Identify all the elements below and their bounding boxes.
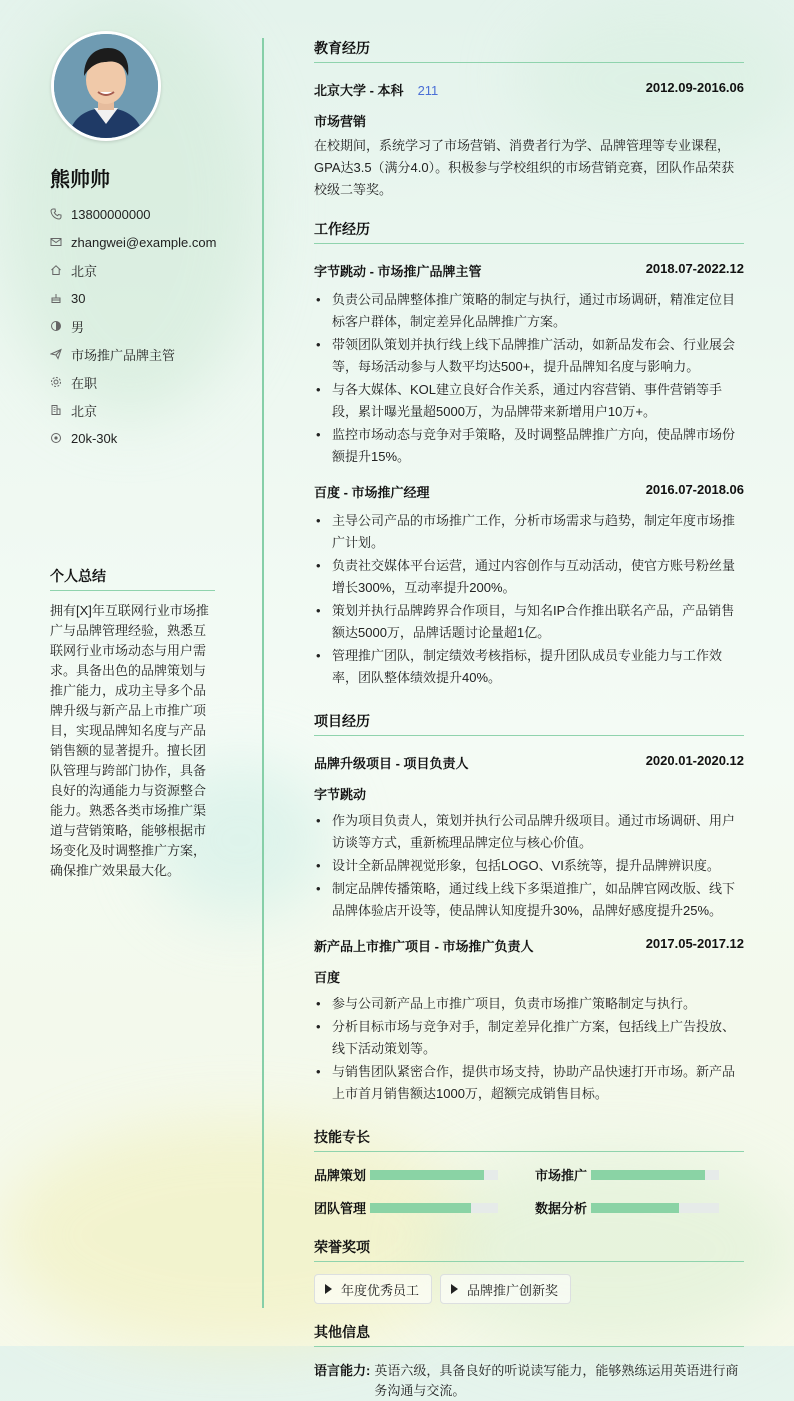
status-value: 在职 [71, 375, 98, 391]
play-icon [451, 1284, 458, 1294]
award-label: 品牌推广创新奖 [467, 1282, 559, 1298]
work-duty: • 带领团队策划并执行线上线下品牌推广活动，如新品发布会、行业展会等，每场活动参与人数平均达500+，提升品牌知名度与影响力。 [314, 334, 744, 378]
work-item [314, 482, 744, 689]
work-item [314, 261, 744, 468]
award-tag [440, 1274, 571, 1304]
other-section [314, 1322, 744, 1401]
project-org: 百度 [314, 970, 341, 985]
skill-bar-fill [591, 1170, 705, 1180]
avatar-portrait-icon [54, 34, 158, 138]
coin-icon [50, 432, 62, 444]
home-icon [50, 264, 62, 276]
right-column [314, 38, 744, 1401]
email-value: zhangwei@example.com [71, 234, 217, 250]
education-desc: 在校期间，系统学习了市场营销、消费者行为学、品牌管理等专业课程，GPA达3.5（满分4.0）。积极参与学校组织的市场营销竞赛，团队作品荣获校级二等奖。 [314, 138, 735, 197]
target-city-value: 北京 [71, 403, 98, 419]
awards-list [314, 1274, 744, 1304]
skill-item [314, 1165, 535, 1184]
project-duty: • 设计全新品牌视觉形象，包括LOGO、VI系统等，提升品牌辨识度。 [314, 855, 744, 877]
project-name-role: 新产品上市推广项目 - 市场推广负责人 [314, 939, 534, 954]
award-label: 年度优秀员工 [341, 1282, 420, 1298]
skill-bar-fill [591, 1203, 679, 1213]
project-head [314, 753, 744, 772]
phone-value: 13800000000 [71, 206, 151, 222]
work-title: 工作经历 [314, 219, 744, 244]
salary-value: 20k-30k [71, 430, 118, 446]
skill-bar [591, 1203, 719, 1213]
building-icon [50, 404, 62, 416]
education-tag: 211 [417, 83, 439, 98]
work-date: 2016.07-2018.06 [645, 482, 744, 497]
work-duty: • 管理推广团队，制定绩效考核指标，提升团队成员专业能力与工作效率，团队整体绩效提升40%。 [314, 645, 744, 689]
cake-icon [50, 292, 62, 304]
skill-bar-fill [370, 1203, 471, 1213]
work-duties [314, 510, 744, 689]
project-org: 字节跳动 [314, 787, 367, 802]
work-duty: • 负责社交媒体平台运营，通过内容创作与互动活动，使官方账号粉丝量增长300%，互动率提升200%。 [314, 555, 744, 599]
project-duty: • 制定品牌传播策略，通过线上线下多渠道推广，如品牌官网改版、线下品牌体验店开设等，使品牌认知度提升30%，品牌好感度提升25%。 [314, 878, 744, 922]
avatar [51, 31, 161, 141]
education-head [314, 80, 744, 99]
other-title: 其他信息 [314, 1322, 744, 1347]
play-icon [325, 1284, 332, 1294]
info-email [50, 228, 250, 256]
awards-section [314, 1237, 744, 1304]
project-item [314, 936, 744, 1105]
project-head [314, 936, 744, 955]
project-date: 2020.01-2020.12 [645, 753, 744, 768]
info-target-city [50, 396, 250, 424]
work-duty: • 主导公司产品的市场推广工作，分析市场需求与趋势，制定年度市场推广计划。 [314, 510, 744, 554]
contact-info-list [50, 200, 250, 452]
gender-value: 男 [71, 319, 85, 335]
skill-bar [591, 1170, 719, 1180]
candidate-name: 熊帅帅 [50, 169, 110, 191]
project-item [314, 753, 744, 922]
summary-title: 个人总结 [50, 566, 215, 591]
gender-icon [50, 320, 62, 332]
skill-bar [370, 1203, 498, 1213]
age-value: 30 [71, 290, 86, 306]
education-title: 教育经历 [314, 38, 744, 63]
education-date: 2012.09-2016.06 [645, 80, 744, 95]
work-head [314, 261, 744, 280]
work-section [314, 219, 744, 689]
education-major: 市场营销 [314, 114, 367, 129]
work-company-role: 百度 - 市场推广经理 [314, 485, 430, 500]
info-age [50, 284, 250, 312]
work-duty: • 与各大媒体、KOL建立良好合作关系，通过内容营销、事件营销等手段，累计曝光量超5000万，为品牌带来新增用户10万+。 [314, 379, 744, 423]
awards-title: 荣誉奖项 [314, 1237, 744, 1262]
column-divider [262, 38, 264, 1308]
projects-title: 项目经历 [314, 711, 744, 736]
projects-section [314, 711, 744, 1105]
skill-bar [370, 1170, 498, 1180]
work-head [314, 482, 744, 501]
info-location [50, 256, 250, 284]
education-section [314, 38, 744, 201]
skill-item [314, 1198, 535, 1217]
project-duties [314, 993, 744, 1105]
info-gender [50, 312, 250, 340]
phone-icon [50, 208, 62, 220]
skill-name: 市场推广 [535, 1168, 588, 1183]
gear-icon [50, 376, 62, 388]
skill-name: 团队管理 [314, 1201, 367, 1216]
skill-name: 数据分析 [535, 1201, 588, 1216]
skill-name: 品牌策划 [314, 1168, 367, 1183]
project-duty: • 与销售团队紧密合作，提供市场支持，协助产品快速打开市场。新产品上市首月销售额达1000万，超额完成销售目标。 [314, 1061, 744, 1105]
language-label: 语言能力: [314, 1363, 371, 1378]
work-duties [314, 289, 744, 468]
skills-grid [314, 1165, 744, 1217]
info-salary [50, 424, 250, 452]
info-position [50, 340, 250, 368]
skill-bar-fill [370, 1170, 484, 1180]
project-date: 2017.05-2017.12 [645, 936, 744, 951]
award-tag [314, 1274, 432, 1304]
work-duty: • 负责公司品牌整体推广策略的制定与执行，通过市场调研，精准定位目标客户群体，制定差异化品牌推广方案。 [314, 289, 744, 333]
skills-title: 技能专长 [314, 1127, 744, 1152]
project-name-role: 品牌升级项目 - 项目负责人 [314, 756, 469, 771]
info-phone [50, 200, 250, 228]
location-value: 北京 [71, 263, 98, 279]
work-duty: • 监控市场动态与竞争对手策略，及时调整品牌推广方向，使品牌市场份额提升15%。 [314, 424, 744, 468]
skill-item [535, 1165, 744, 1184]
project-duty: • 作为项目负责人，策划并执行公司品牌升级项目。通过市场调研、用户访谈等方式，重新梳理品牌定位与核心价值。 [314, 810, 744, 854]
skills-section [314, 1127, 744, 1217]
language-value: 英语六级，具备良好的听说读写能力，能够熟练运用英语进行商务沟通与交流。 [374, 1363, 739, 1398]
work-company-role: 字节跳动 - 市场推广品牌主管 [314, 264, 482, 279]
other-language [314, 1361, 744, 1401]
position-value: 市场推广品牌主管 [71, 347, 176, 363]
education-school: 北京大学 - 本科 [314, 83, 404, 98]
mail-icon [50, 236, 62, 248]
project-duties [314, 810, 744, 922]
work-date: 2018.07-2022.12 [645, 261, 744, 276]
work-duty: • 策划并执行品牌跨界合作项目，与知名IP合作推出联名产品，产品销售额达5000万，品牌话题讨论量超1亿。 [314, 600, 744, 644]
send-icon [50, 348, 62, 360]
project-duty: • 参与公司新产品上市推广项目，负责市场推广策略制定与执行。 [314, 993, 744, 1015]
info-status [50, 368, 250, 396]
skill-item [535, 1198, 744, 1217]
left-column [0, 0, 262, 1346]
project-duty: • 分析目标市场与竞争对手，制定差异化推广方案，包括线上广告投放、线下活动策划等。 [314, 1016, 744, 1060]
summary-text: 拥有[X]年互联网行业市场推广与品牌管理经验，熟悉互联网行业市场动态与用户需求。具备出色的品牌策划与推广能力，成功主导多个品牌升级与新产品上市推广项目，实现品牌知名度与产品销售额的显著提升。擅长团队管理与跨部门协作，具备良好的沟通能力与资源整合能力。熟悉各类市场推广渠道与营销策略，能够根据市场变化及时调整推广方案，确保推广效果最大化。 [50, 603, 209, 878]
